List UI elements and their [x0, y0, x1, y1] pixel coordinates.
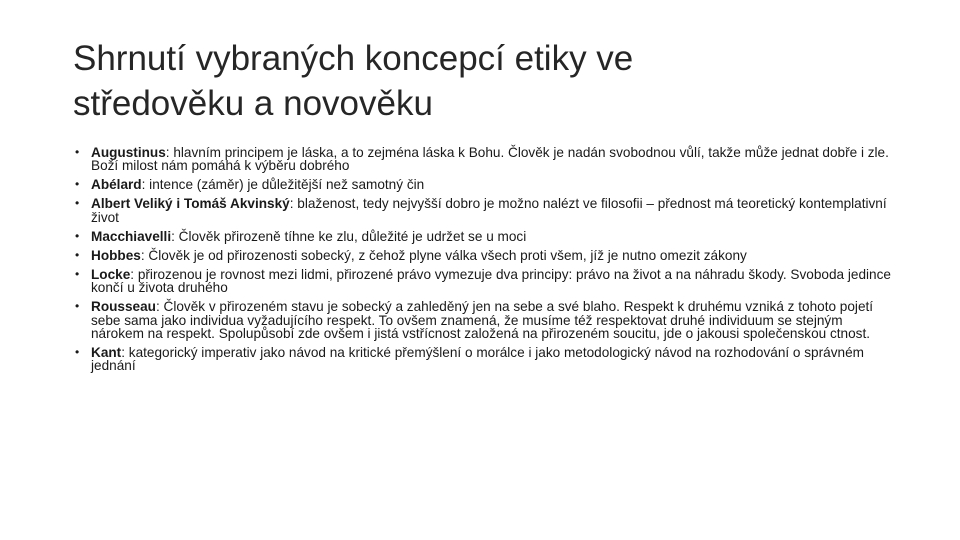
philosopher-summary: : Člověk v přirozeném stavu je sobecký a zahleděný jen na sebe a své blaho. Respekt k druhému vzniká z tohoto pojetí sebe sama jako individua vyžadujícího respekt. To ovšem znamená, že musíme též respektovat druhé individuum se stejným nárokem na respekt. Spolupůsobí zde ovšem i jistá vstřícnost založená na přirozeném soucitu, jde o jakousi společenskou ctnost.: [91, 299, 874, 342]
philosopher-name: Kant: [91, 345, 122, 361]
list-item-abelard: [73, 178, 893, 191]
philosopher-summary: : přirozenou je rovnost mezi lidmi, přirozené právo vymezuje dva principy: právo na život a na náhradu škody. Svoboda jedince končí u života druhého: [91, 266, 891, 296]
bullet-icon: •: [75, 177, 80, 192]
philosopher-name: Albert Veliký i Tomáš Akvinský: [91, 196, 290, 212]
philosopher-summary: : Člověk je od přirozenosti sobecký, z čehož plyne válka všech proti všem, jíž je nutno omezit zákony: [140, 247, 747, 263]
list-item-augustinus: [73, 146, 893, 173]
list-item-kant: [73, 346, 893, 373]
philosopher-summary: : hlavním principem je láska, a to zejména láska k Bohu. Člověk je nadán svobodnou vůlí, takže může jednat dobře i zle. Boží milost nám pomáhá k výběru dobrého: [91, 145, 889, 174]
slide-title-line-1: Shrnutí vybraných koncepcí etiky ve: [73, 39, 634, 78]
list-item-macchiavelli: [73, 230, 893, 243]
bullet-list: [73, 146, 893, 378]
philosopher-name: Locke: [91, 266, 131, 282]
list-item-hobbes: [73, 249, 893, 262]
list-item-albert-tomas: [73, 197, 893, 224]
list-item-rousseau: [73, 300, 893, 340]
philosopher-summary: : kategorický imperativ jako návod na kritické přemýšlení o morálce i jako metodologický návod na rozhodování o správném jednání: [91, 345, 864, 374]
bullet-icon: •: [75, 145, 80, 159]
bullet-icon: •: [75, 299, 80, 314]
bullet-icon: •: [75, 247, 80, 262]
bullet-icon: •: [75, 345, 80, 360]
list-item-locke: [73, 268, 893, 295]
slide-title: [73, 36, 893, 126]
philosopher-summary: : intence (záměr) je důležitější než samotný čin: [141, 177, 425, 193]
slide-title-line-2: středověku a novověku: [73, 84, 433, 123]
philosopher-name: Abélard: [91, 177, 142, 193]
bullet-icon: •: [75, 228, 80, 243]
philosopher-summary: : Člověk přirozeně tíhne ke zlu, důležité je udržet se u moci: [171, 228, 527, 244]
bullet-icon: •: [75, 196, 80, 211]
philosopher-name: Macchiavelli: [91, 228, 172, 244]
bullet-icon: •: [75, 266, 80, 281]
philosopher-name: Hobbes: [91, 247, 141, 263]
philosopher-name: Rousseau: [91, 299, 156, 315]
philosopher-summary: : blaženost, tedy nejvyšší dobro je možno nalézt ve filosofii – přednost má teoretický kontemplativní život: [91, 196, 887, 225]
philosopher-name: Augustinus: [91, 145, 166, 160]
